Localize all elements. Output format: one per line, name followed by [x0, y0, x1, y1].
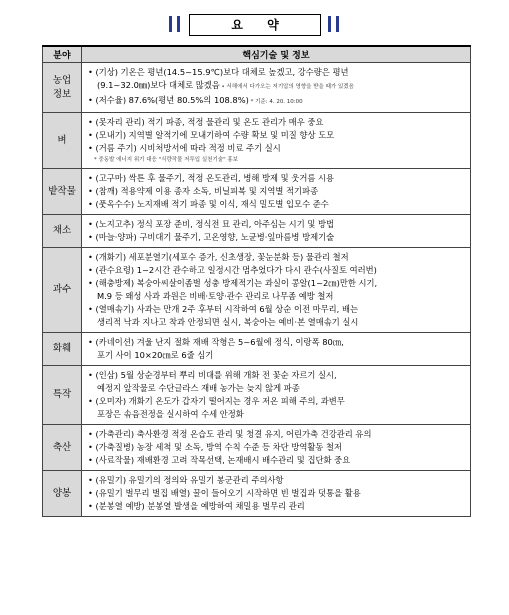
row-category: 화훼 — [43, 333, 82, 366]
bullet-line: • (마늘·양파) 구비대기 물주기, 고온영향, 노균병·잎마름병 방제기술 — [88, 232, 335, 242]
bullet-line: • (유밀기 벌무리 벌집 배열) 꿀이 들어오기 시작하면 빈 벌집과 덧통을 활용 — [88, 488, 361, 498]
bullet-line: (9.1~32.0㎜)보다 대체로 많겠음 • 서해에서 다가오는 저기압의 영향을 받을 때가 있겠음 — [97, 80, 354, 90]
footnote-line: * 중동발 에너지 위기 대응 "식량작물 저투입 실천기술" 홍보 — [94, 157, 238, 163]
table-row — [43, 471, 471, 517]
bullet-line: • (거름 주기) 시비처방서에 따라 적정 비료 주기 실시 — [88, 143, 281, 153]
bullet-line: • (해충방제) 복숭아씨살이좀벌 성충 방제적기는 과실이 콩알(1~2㎝)만한 시기, — [88, 278, 378, 288]
table-row — [43, 215, 471, 248]
bullet-line: • (개화기) 세포분열기(세포수 증가, 신초생장, 꽃눈분화 등) 물관리 철저 — [88, 252, 349, 262]
row-category: 벼 — [43, 113, 82, 169]
title-bar-right-inner — [328, 16, 331, 32]
row-content — [82, 215, 471, 248]
bullet-line: • (기상) 기온은 평년(14.5~15.9℃)보다 대체로 높겠고, 강수량은 평년 — [88, 67, 349, 77]
title-bar-left-outer — [169, 16, 172, 32]
table-row — [43, 248, 471, 333]
inline-note: * 기준: 4. 20. 10:00 — [248, 99, 303, 105]
table-header-row — [43, 46, 471, 63]
header-category: 분야 — [43, 46, 82, 63]
bullet-line: • (관수요령) 1~2시간 관수하고 일정시간 멈추었다가 다시 관수(사질토 여러번) — [88, 265, 377, 275]
row-content — [82, 63, 471, 113]
bullet-line: • (참깨) 적용약제 이용 종자 소독, 비닐피복 및 지역별 적기파종 — [88, 186, 319, 196]
row-content — [82, 169, 471, 215]
row-content — [82, 248, 471, 333]
title-area — [0, 12, 509, 36]
bullet-line: • (인삼) 5월 상순경부터 뿌리 비대를 위해 개화 전 꽃순 자르기 실시, — [88, 370, 337, 380]
row-category: 특작 — [43, 366, 82, 425]
bullet-line: • (모내기) 지역별 알적기에 모내기하여 수량 확보 및 미질 향상 도모 — [88, 130, 335, 140]
row-content — [82, 425, 471, 471]
bullet-line: • (못자리 관리) 적기 파종, 적정 물관리 및 온도 관리가 매우 중요 — [88, 117, 324, 127]
title-bar-right-outer — [336, 16, 339, 32]
table-body — [43, 63, 471, 517]
row-category: 과수 — [43, 248, 82, 333]
bullet-line: • (저수율) 87.6%(평년 80.5%의 108.8%) * 기준: 4. 20. 10:00 — [88, 95, 303, 105]
summary-table — [42, 45, 471, 517]
table-row — [43, 113, 471, 169]
bullet-line: • (열매솎기) 사과는 만개 2주 후부터 시작하여 6월 상순 이전 마무리, 배는 — [88, 304, 358, 314]
bullet-line: • (풋옥수수) 노지재배 적기 파종 및 이식, 재식 밀도별 입모수 준수 — [88, 199, 329, 209]
inline-note: • 서해에서 다가오는 저기압의 영향을 받을 때가 있겠음 — [219, 84, 354, 90]
row-category: 농업 정보 — [43, 63, 82, 113]
bullet-line: • (카네이션) 겨울 난지 절화 재배 작형은 5~6월에 정식, 이랑폭 80㎝, — [88, 337, 344, 347]
row-content — [82, 471, 471, 517]
table-row — [43, 169, 471, 215]
bullet-line: M.9 등 왜성 사과 과원은 비배·토양·관수 관리로 나무좀 예방 철저 — [97, 291, 334, 301]
title-bar-left-inner — [177, 16, 180, 32]
bullet-line: 포기 사이 10×20㎝로 6줄 심기 — [97, 350, 214, 360]
bullet-line: • (사료작물) 재배환경 고려 작목선택, 논재배시 배수관리 및 집단화 중요 — [88, 455, 351, 465]
bullet-line: • (오미자) 개화기 온도가 갑자기 떨어지는 경우 저온 피해 주의, 과변무 — [88, 396, 345, 406]
table-row — [43, 333, 471, 366]
table-row — [43, 366, 471, 425]
header-content: 핵심기술 및 정보 — [82, 46, 471, 63]
bullet-line: • (가축관리) 축사환경 적정 온습도 관리 및 청결 유지, 어린가축 건강관리 유의 — [88, 429, 372, 439]
table-row — [43, 425, 471, 471]
row-content — [82, 333, 471, 366]
row-content — [82, 366, 471, 425]
row-content — [82, 113, 471, 169]
table-row — [43, 63, 471, 113]
row-category: 축산 — [43, 425, 82, 471]
row-category: 양봉 — [43, 471, 82, 517]
bullet-line: • (분봉열 예방) 분봉열 발생을 예방하여 채밀용 벌무리 관리 — [88, 501, 305, 511]
page-title: 요 약 — [189, 14, 321, 36]
bullet-line: 생리적 낙과 지나고 착과 안정되면 실시, 복숭아는 예비·본 열매솎기 실시 — [97, 317, 359, 327]
row-category: 밭작물 — [43, 169, 82, 215]
bullet-line: 예정지 앞작물로 수단글라스 재배 농가는 늦지 않게 파종 — [97, 383, 300, 393]
bullet-line: • (노지고추) 정식 포장 준비, 정식전 묘 관리, 아주심는 시기 및 방법 — [88, 219, 335, 229]
row-category: 채소 — [43, 215, 82, 248]
bullet-line: • (고구마) 싹튼 후 물주기, 적정 온도관리, 병해 방제 및 웃거름 시용 — [88, 173, 335, 183]
bullet-line: 포장은 솎음전정을 실시하여 수세 안정화 — [97, 409, 244, 419]
bullet-line: • (가축질병) 농장 세척 및 소독, 방역 수칙 수준 등 차단 방역활동 철저 — [88, 442, 343, 452]
bullet-line: • (유밀기) 유밀기의 정의와 유밀기 봉군관리 주의사항 — [88, 475, 284, 485]
